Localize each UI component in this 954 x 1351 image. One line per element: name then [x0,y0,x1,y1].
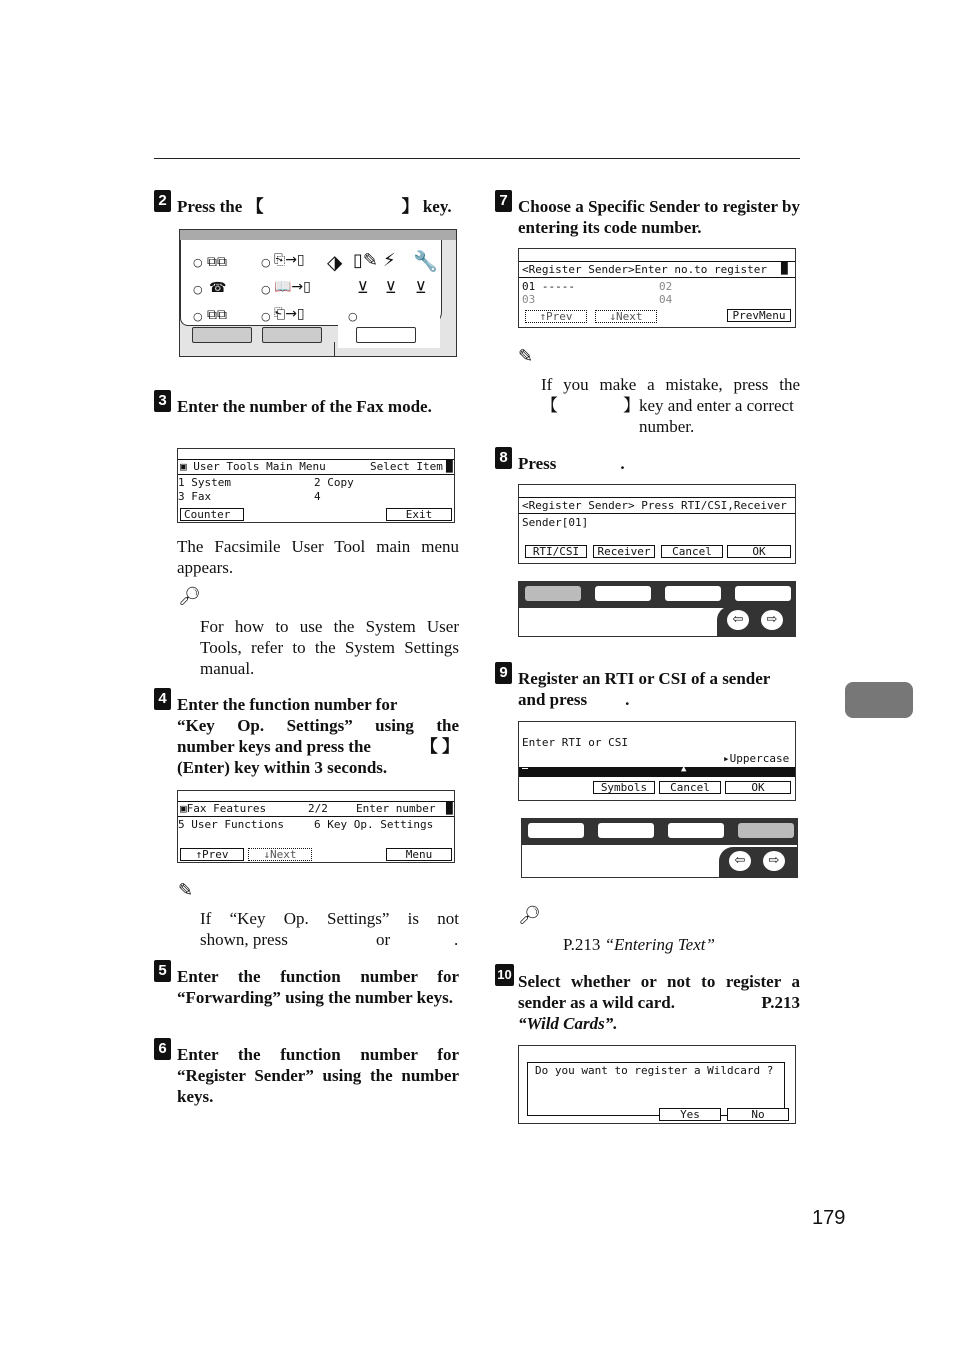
step-4-number: 4 [154,688,171,710]
text-input-field[interactable] [519,764,795,777]
step-3-reference: For how to use the System User Tools, refer to the System Settings manual. [200,617,459,678]
right-arrow-icon: ⇨ [763,851,785,871]
menu-item-copy[interactable]: 2 Copy [314,476,354,489]
input-mode: ▸Uppercase [723,752,790,765]
copy-mode-icon: ⧉⧉ [207,254,227,270]
ok-button[interactable]: OK [725,781,791,794]
prev-button[interactable]: ↑Prev [525,310,587,323]
tray-icon: ⊻ [385,278,397,297]
softkeys-illustration-1 [518,581,796,637]
program-icon: ▯✎ [353,250,378,271]
chapter-tab [845,682,913,718]
led-indicator: ○ [261,256,271,269]
led-indicator: ○ [193,310,203,323]
symbols-button[interactable]: Symbols [593,781,655,794]
lcd-register-sender [518,248,796,328]
next-button[interactable]: ↓Next [595,310,657,323]
step-3-number: 3 [154,390,171,412]
step-4-text: Enter the function number for “Key Op. Settings” using the number keys and press the 【 】 (Enter) key within 3 seconds. [177,695,459,777]
exit-button[interactable]: Exit [386,508,452,521]
step-10-text: Select whether or not to register a sender as a wild card. P.213 “Wild Cards”. [518,972,800,1033]
lcd-hint: Enter number [356,802,436,815]
scroll-indicator: █ [446,460,453,473]
softkey-3 [665,586,721,601]
next-button[interactable]: ↓Next [248,848,312,861]
panel-key-highlighted [356,327,416,343]
tray-icon: ⊻ [357,278,369,297]
softkey-3 [668,823,724,838]
user-tools-wrench-icon: 🔧 [413,249,438,273]
cursor-marker: ▲ [681,764,687,774]
scroll-indicator: █ [781,262,788,275]
menu-item-4[interactable]: 4 [314,490,321,503]
sender-entry-03[interactable]: 03 [522,293,536,306]
tray-icon: ⊻ [415,278,427,297]
led-indicator: ○ [348,310,358,323]
menu-item-key-op-settings[interactable]: 6 Key Op. Settings [314,818,434,831]
lcd-title: <Register Sender> Press RTI/CSI,Receiver [522,499,787,512]
step-7-text: Choose a Specific Sender to register by entering its code number. [518,197,800,237]
left-arrow-icon: ⇦ [729,851,751,871]
softkey-4-selected [738,823,794,838]
menu-item-fax[interactable]: 3 Fax [178,490,212,503]
wildcard-question: Do you want to register a Wildcard ? [535,1064,774,1077]
menu-item-system[interactable]: 1 System [178,476,231,489]
right-arrow-icon: ⇨ [761,610,783,630]
magnifier-icon: 🔎︎ [518,905,541,926]
lcd-page: 2/2 [308,802,328,815]
step-10-number: 10 [495,964,514,986]
copy-duplex-icon: ⧉⧉ [207,307,227,323]
magnifier-icon: 🔎︎ [178,586,201,607]
step-6-text: Enter the function number for “Register Sender” using the number keys. [177,1045,459,1106]
pencil-icon: ✎ [518,346,534,367]
yes-button[interactable]: Yes [659,1108,721,1121]
lcd-enter-text [518,721,796,801]
interrupt-icon: ⬗ [327,250,343,274]
cancel-button[interactable]: Cancel [661,545,723,558]
counter-button[interactable]: Counter [180,508,244,521]
step-8-text: Press . [518,454,625,473]
pencil-icon: ✎ [178,880,194,901]
led-indicator: ○ [261,283,271,296]
step-2-text: Press the 【 】 key. [177,197,452,216]
left-arrow-icon: ⇦ [727,610,749,630]
menu-button[interactable]: Menu [386,848,452,861]
step-7-number: 7 [495,190,512,212]
no-button[interactable]: No [727,1108,789,1121]
led-indicator: ○ [193,283,203,296]
control-panel-illustration [179,229,457,357]
lcd-title: ▣Fax Features [180,802,267,815]
prevmenu-button[interactable]: PrevMenu [727,309,791,322]
receiver-button[interactable]: Receiver [593,545,655,558]
phone-icon: ☎ [209,280,227,296]
step-9-number: 9 [495,662,512,684]
ok-button[interactable]: OK [727,545,791,558]
sender-entry-04[interactable]: 04 [659,293,673,306]
lcd-wildcard [518,1045,796,1124]
scroll-indicator: █ [446,802,453,815]
menu-item-user-functions[interactable]: 5 User Functions [178,818,284,831]
panel-key [192,327,252,343]
softkey-2 [595,586,651,601]
energy-saver-icon: ⚡ [383,250,396,271]
cancel-button[interactable]: Cancel [659,781,721,794]
led-indicator: ○ [261,310,271,323]
lcd-title: ▣ User Tools Main Menu [180,460,326,473]
panel-key [262,327,322,343]
lcd-title: Enter RTI or CSI [522,736,628,749]
step-9-text: Register an RTI or CSI of a sender and press . [518,669,771,709]
sender-entry-02[interactable]: 02 [659,280,673,293]
step-4-note: If “Key Op. Settings” is not shown, press or . [200,909,459,949]
page-number: 179 [812,1207,846,1229]
lcd-title: <Register Sender>Enter no.to register [522,263,768,276]
lcd-fax-features [177,790,455,863]
prev-button[interactable]: ↑Prev [180,848,244,861]
rti-csi-button[interactable]: RTI/CSI [525,545,587,558]
step-6-number: 6 [154,1038,171,1060]
softkey-2 [598,823,654,838]
softkey-4 [735,586,791,601]
lcd-main-menu [177,448,455,523]
header-rule [154,158,800,159]
lcd-hint: Select Item [370,460,443,473]
step-8-number: 8 [495,447,512,469]
book-to-copy-icon: 📖→▯ [274,279,311,295]
step-5-number: 5 [154,960,171,982]
step-2-number: 2 [154,190,171,212]
step-7-note: If you make a mistake, press the 【 】 key and enter a correct number. [541,375,800,436]
duplex-to-copy-icon: ⎗→▯ [274,306,305,322]
lcd-rti-csi [518,484,796,564]
softkey-1-selected [525,586,581,601]
sender-number: Sender[01] [522,516,589,529]
step-9-reference: P.213 “Entering Text” [563,935,715,954]
led-indicator: ○ [193,256,203,269]
sender-entry-01[interactable]: 01 ----- [522,280,575,293]
softkeys-illustration-2 [521,818,798,878]
step-5-text: Enter the function number for “Forwarding” using the number keys. [177,967,459,1007]
softkey-1 [528,823,584,838]
step-3-body: The Facsimile User Tool main menu appears. [177,537,459,577]
original-to-copy-icon: ⎘→▯ [274,252,305,268]
step-3-text: Enter the number of the Fax mode. [177,397,432,416]
